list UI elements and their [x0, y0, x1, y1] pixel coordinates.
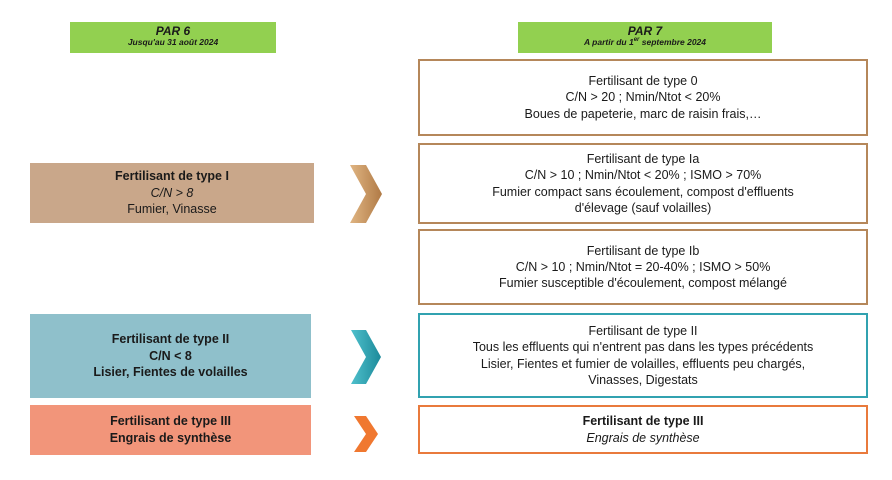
chevron-right-icon	[348, 163, 384, 225]
par6-title: PAR 6	[155, 24, 191, 38]
par6-type2-title: Fertilisant de type II	[111, 331, 230, 346]
par7-type1a-line: d'élevage (sauf volailles)	[574, 200, 712, 215]
par6-type1-examples: Fumier, Vinasse	[127, 202, 217, 217]
par7-type0-line: C/N > 20 ; Nmin/Ntot < 20%	[565, 90, 721, 105]
par6-type3-examples: Engrais de synthèse	[109, 431, 232, 445]
par6-type1-box	[30, 163, 314, 223]
par7-type2-line: Vinasses, Digestats	[588, 372, 698, 387]
par7-type1a-title: Fertilisant de type Ia	[586, 152, 700, 166]
chevron-right-icon	[349, 328, 383, 386]
par7-type1b-box	[418, 229, 868, 305]
par7-type1b-line: Fumier susceptible d'écoulement, compost mélangé	[499, 276, 787, 291]
par6-type2-box	[30, 314, 311, 398]
par6-type2-examples: Lisier, Fientes de volailles	[93, 365, 248, 380]
par7-type1b-line: C/N > 10 ; Nmin/Ntot = 20-40% ; ISMO > 50%	[515, 259, 771, 274]
par7-type1b-title: Fertilisant de type Ib	[586, 243, 700, 258]
par7-type3-line: Engrais de synthèse	[586, 430, 700, 445]
par7-type0-title: Fertilisant de type 0	[588, 74, 698, 89]
par6-header	[70, 22, 276, 53]
par6-type2-cn: C/N < 8	[149, 348, 192, 363]
par7-type2-line: Lisier, Fientes et fumier de volailles, effluents peu chargés,	[480, 356, 806, 371]
par6-type1-cn: C/N > 8	[150, 185, 194, 200]
par6-type3-box	[30, 405, 311, 455]
par7-header	[518, 22, 772, 53]
par7-type3-title: Fertilisant de type III	[582, 414, 704, 429]
par7-type1a-box	[418, 143, 868, 224]
par7-title: PAR 7	[627, 24, 663, 38]
chevron-right-icon	[352, 414, 380, 454]
par7-type2-line: Tous les effluents qui n'entrent pas dans les types précédents	[472, 340, 814, 355]
par6-subtitle: Jusqu'au 31 août 2024	[127, 37, 219, 48]
par7-type2-title: Fertilisant de type II	[588, 324, 698, 338]
par7-type1a-line: Fumier compact sans écoulement, compost d'effluents	[492, 184, 794, 199]
par7-type0-line: Boues de papeterie, marc de raisin frais,…	[524, 106, 762, 121]
par7-type1a-line: C/N > 10 ; Nmin/Ntot < 20% ; ISMO > 70%	[524, 168, 762, 183]
par7-type2-box	[418, 313, 868, 398]
par7-subtitle: A partir du 1er septembre 2024	[583, 37, 707, 48]
par6-type3-title: Fertilisant de type III	[110, 414, 231, 429]
par7-type0-box	[418, 59, 868, 136]
par6-type1-title: Fertilisant de type I	[115, 168, 229, 183]
par7-type3-box	[418, 405, 868, 454]
